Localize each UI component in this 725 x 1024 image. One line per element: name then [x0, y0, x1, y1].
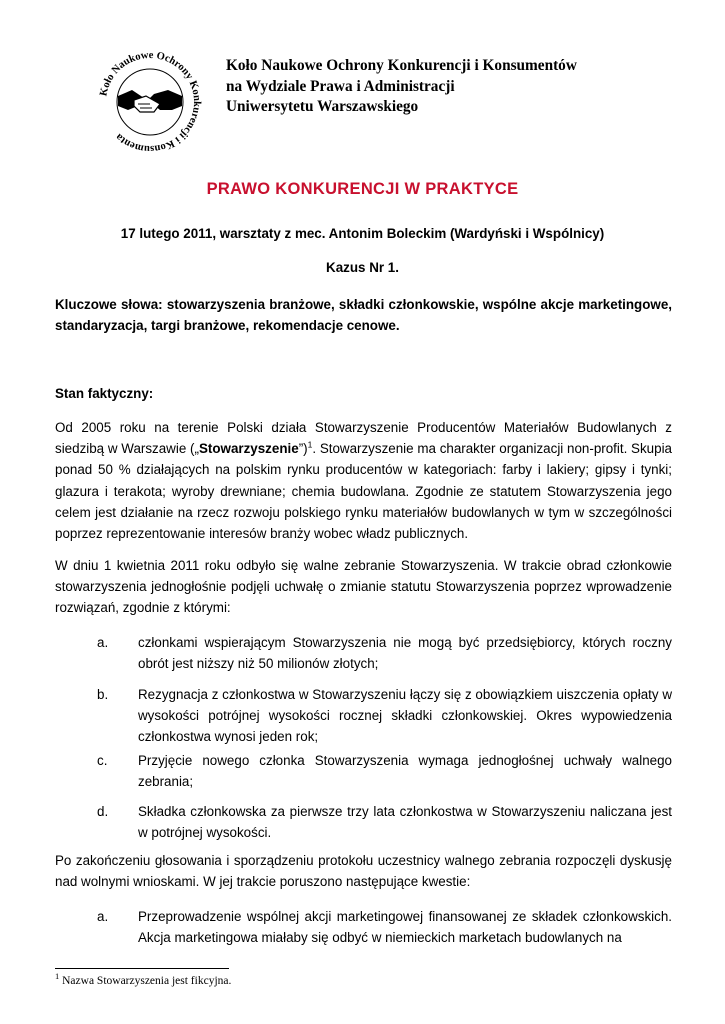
header-line-1: Koło Naukowe Ochrony Konkurencji i Konsumentów	[226, 57, 577, 74]
list-item-letter: d.	[97, 804, 109, 819]
paragraph-3	[55, 850, 672, 892]
list-item-text: Składka członkowska za pierwsze trzy lata członkostwa w Stowarzyszeniu naliczana jest w potrójnej wysokości.	[138, 804, 672, 841]
list-item-letter: a.	[97, 635, 109, 650]
footnote	[55, 971, 232, 987]
footnote-number: 1	[55, 971, 60, 982]
footnote-text: Nazwa Stowarzyszenia jest fikcyjna.	[59, 975, 232, 987]
list-item-text: Przyjęcie nowego członka Stowarzyszenia wymaga jednogłośnej uchwały walnego zebrania;	[138, 753, 672, 790]
footnote-separator	[55, 968, 229, 969]
logo-ring-text: Koło Naukowe Ochrony Konkurencji i Konsumenta	[98, 49, 203, 155]
club-header	[226, 56, 577, 118]
document-subtitle: 17 lutego 2011, warsztaty z mec. Antonim Boleckim (Wardyński i Wspólnicy)	[120, 226, 605, 241]
list-item-letter: a.	[97, 909, 109, 924]
case-number: Kazus Nr 1.	[326, 260, 399, 275]
list-item-text: członkami wspierającym Stowarzyszenia nie mogą być przedsiębiorcy, których roczny obrót jest niższy niż 50 milionów złotych;	[138, 635, 672, 672]
para1-bold-term: Stowarzyszenie	[198, 441, 299, 457]
document-title: PRAWO KONKURENCJI W PRAKTYCE	[206, 180, 519, 198]
facts-heading: Stan faktyczny:	[55, 386, 154, 401]
para1-text-b: ”)	[298, 441, 308, 457]
para3-text: Po zakończeniu głosowania i sporządzeniu protokołu uczestnicy walnego zebrania rozpoczęli dyskusję nad wolnymi wnioskami. W jej trakcie poruszono następujące kwestie:	[55, 853, 672, 890]
para2-text: W dniu 1 kwietnia 2011 roku odbyło się walne zebranie Stowarzyszenia. W trakcie obrad członkowie stowarzyszenia jednogłośnie podjęli uchwałę o zmianie statutu Stowarzyszenia poprzez wprowadzenie rozwiązań, zgodnie z którymi:	[55, 558, 672, 616]
paragraph-1	[55, 417, 672, 544]
list-item-text: Przeprowadzenie wspólnej akcji marketingowej finansowanej ze składek członkowskich. Akcja marketingowa miałaby się odbyć w niemieckich marketach budowlanych na	[138, 909, 672, 946]
handshake-icon	[88, 40, 212, 164]
club-logo	[88, 40, 212, 164]
header-line-2: na Wydziale Prawa i Administracji	[226, 77, 455, 95]
paragraph-2	[55, 555, 672, 619]
list-item-text: Rezygnacja z członkostwa w Stowarzyszeniu łączy się z obowiązkiem uiszczenia opłaty w wysokości potrójnej wysokości rocznej składki członkowskiej. Okres wypowiedzenia członkostwa wynosi jeden rok;	[138, 687, 672, 745]
list-item-letter: c.	[97, 753, 108, 768]
footnote-ref: 1	[307, 439, 313, 450]
keywords: Kluczowe słowa: stowarzyszenia branżowe, składki członkowskie, wspólne akcje marketingowe, standaryzacja, targi branżowe, rekomendacje cenowe.	[55, 297, 672, 334]
para1-text-a: Od 2005 roku na terenie Polski działa Stowarzyszenie Producentów Materiałów Budowlanych z siedzibą w Warszawie („	[55, 420, 672, 457]
para1-text-c: . Stowarzyszenie ma charakter organizacji non-profit. Skupia ponad 50 % działających na polskim rynku producentów w kategoriach: farby i lakiery; gipsy i tynki; glazura i terakota; wyroby drewniane; chemia budowlana. Zgodnie ze statutem Stowarzyszenia jego celem jest działanie na rzecz rozwoju polskiego rynku materiałów budowlanych w tym w szczególności poprzez reprezentowanie interesów branży wobec władz publicznych.	[55, 441, 673, 542]
header-line-3: Uniwersytetu Warszawskiego	[226, 98, 419, 115]
list-item-letter: b.	[97, 687, 109, 702]
